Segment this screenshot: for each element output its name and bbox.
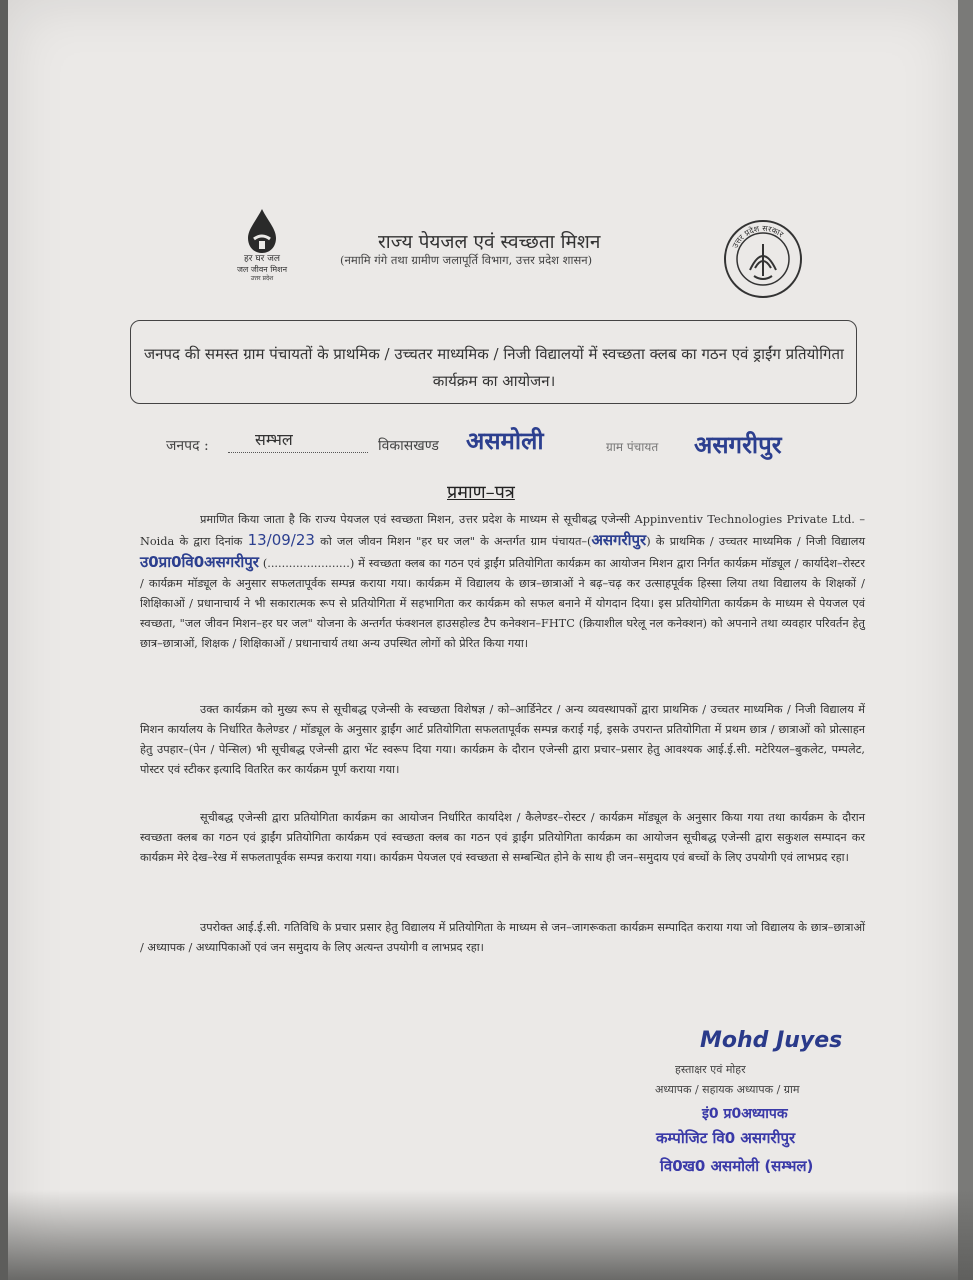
stamp-line-3: वि0ख0 असमोली (सम्भल) <box>660 1157 814 1175</box>
vikaskhand-label: विकासखण्ड <box>378 438 439 454</box>
logo-line-2: जल जीवन मिशन <box>236 265 288 274</box>
p1-date: 13/09/23 <box>247 531 315 549</box>
p1-text-a: प्रमाणित किया जाता है कि राज्य पेयजल एवं स्वच्छता मिशन, उत्तर प्रदेश के माध्यम से सूचीबद्ध एजेन्सी Appinventiv Technologies Private Ltd. – Noida के द्वारा दिनांक <box>140 513 865 548</box>
p3-text: सूचीबद्ध एजेन्सी द्वारा प्रतियोगिता कार्यक्रम का आयोजन निर्धारित कार्यादेश / कैलेण्डर–रोस्टर / कार्यक्रम मॉड्यूल के अनुसार किया गया तथा कार्यक्रम के दौरान स्वच्छता क्लब का गठन एवं ड्राईंग प्रतियोगिता कार्यक्रम एवं स्वच्छता क्लब का गठन एवं ड्राईंग प्रतियोगिता कार्यक्रम का आयोजन सूचीबद्ध एजेन्सी द्वारा सकुशल सम्पादन कर कार्यक्रम मेरे देख–रेख में सफलतापूर्वक सम्पन्न कराया गया। कार्यक्रम पेयजल एवं स्वच्छता से सम्बन्धित होने के साथ ही जन–समुदाय एवं बच्चों के लिए उपयोगी एवं लाभप्रद रहा। <box>140 811 865 864</box>
svg-text:उत्तर प्रदेश सरकार <box>731 224 786 250</box>
handwritten-signature: Mohd Juyes <box>700 1028 843 1053</box>
paragraph-3 <box>140 808 865 868</box>
p1-school: उ0प्रा0वि0असगरीपुर <box>140 553 259 571</box>
water-drop-icon <box>232 205 292 255</box>
grampanchayat-label: ग्राम पंचायत <box>606 440 659 454</box>
p1-text-d: (.......................) में स्वच्छता क्लब का गठन एवं ड्राईंग प्रतियोगिता कार्यक्रम का आयोजन मिशन द्वारा निर्गत कार्यक्रम मॉड्यूल / कार्यादेश–रोस्टर / कार्यक्रम मॉड्यूल के अनुसार सफलतापूर्वक सम्पन्न कराया गया। कार्यक्रम में विद्यालय के छात्र–छात्राओं ने बढ़–चढ़ कर उत्साहपूर्वक हिस्सा लिया तथा विद्यालय के शिक्षकों / शिक्षिकाओं / प्रधानाचार्य ने भी सकारात्मक रूप से प्रतियोगिता में सहभागिता कर कार्यक्रम को सफल बनाने में योगदान दिया। इस प्रतियोगिता कार्यक्रम के माध्यम से पेयजल एवं स्वच्छता, "जल जीवन मिशन–हर घर जल" योजना के अन्तर्गत फंक्शनल हाउसहोल्ड टैप कनेक्शन–FHTC (क्रियाशील घरेलू नल कनेक्शन) को अपनाने तथा व्यवहार परिवर्तन हेतु छात्र–छात्राओं, शिक्षक / शिक्षिकाओं / प्रधानाचार्य तथा अन्य उपस्थित लोगों को प्रेरित किया गया। <box>140 557 866 650</box>
state-emblem-icon <box>722 218 804 300</box>
janpad-value: सम्भल <box>255 430 293 449</box>
paragraph-1 <box>140 510 865 654</box>
logo-line-3: उत्तर प्रदेश <box>250 275 274 282</box>
logo-line-1: हर घर जल <box>244 254 280 264</box>
paragraph-4 <box>140 918 865 958</box>
vikaskhand-value: असमोली <box>466 427 544 455</box>
paragraph-2 <box>140 700 865 780</box>
grampanchayat-value: असगरीपुर <box>694 431 782 459</box>
p4-text: उपरोक्त आई.ई.सी. गतिविधि के प्रचार प्रसार हेतु विद्यालय में प्रतियोगिता के माध्यम से जन–जागरूकता कार्यक्रम सम्पादित कराया गया जो विद्यालय के छात्र–छात्राओं / अध्यापक / अध्यापिकाओं एवं जन समुदाय के लिए अत्यन्त उपयोगी व लाभप्रद रहा। <box>140 921 865 954</box>
header-title: राज्य पेयजल एवं स्वच्छता मिशन <box>378 231 601 253</box>
p1-text-c: ) के प्राथमिक / उच्चतर माध्यमिक / निजी विद्यालय <box>646 535 866 548</box>
background-edge <box>958 0 973 1280</box>
janpad-dots <box>228 448 368 453</box>
signature-label: हस्ताक्षर एवं मोहर <box>675 1063 746 1076</box>
jal-jeevan-mission-logo <box>232 205 292 285</box>
stamp-line-1: इं0 प्र0अध्यापक <box>702 1106 788 1122</box>
header-subtitle: (नमामि गंगे तथा ग्रामीण जलापूर्ति विभाग, उत्तर प्रदेश शासन) <box>340 253 593 267</box>
janpad-label: जनपद : <box>166 438 209 454</box>
p2-text: उक्त कार्यक्रम को मुख्य रूप से सूचीबद्ध एजेन्सी के स्वच्छता विशेषज्ञ / को–आर्डिनेटर / अन्य व्यवस्थापकों द्वारा प्राथमिक / उच्चतर माध्यमिक / निजी विद्यालय में मिशन कार्यालय के निर्धारित कैलेण्डर / मॉड्यूल के अनुसार ड्राईंग आर्ट प्रतियोगिता सफलतापूर्वक सम्पन्न कराई गई, इसके उपरान्त प्रतियोगिता में प्रथम छात्र / छात्राओं को प्रोत्साहन हेतु उपहार–(पेन / पेन्सिल) भी सूचीबद्ध एजेन्सी द्वारा भेंट स्वरूप दिया गया। कार्यक्रम के दौरान एजेन्सी द्वारा प्रचार–प्रसार हेतु आवश्यक आई.ई.सी. मटेरियल–बुकलेट, पम्पलेट, पोस्टर एवं स्टीकर इत्यादि वितरित कर कार्यक्रम पूर्ण कराया गया। <box>140 703 865 776</box>
bottom-shadow <box>0 1190 973 1280</box>
p1-text-b: को जल जीवन मिशन "हर घर जल" के अन्तर्गत ग्राम पंचायत–( <box>320 535 592 548</box>
subject-box <box>130 320 857 404</box>
p1-grampanchayat: असगरीपुर <box>591 531 647 549</box>
seal-text: उत्तर प्रदेश सरकार <box>730 223 786 250</box>
stamp-line-2: कम्पोजिट वि0 असगरीपुर <box>656 1129 796 1147</box>
subject-text: जनपद की समस्त ग्राम पंचायतों के प्राथमिक / उच्चतर माध्यमिक / निजी विद्यालयों में स्वच्छता क्लब का गठन एवं ड्राईंग प्रतियोगिता कार्यक्रम का आयोजन। <box>144 345 844 390</box>
designation-text: अध्यापक / सहायक अध्यापक / ग्राम <box>655 1083 800 1096</box>
certificate-heading: प्रमाण–पत्र <box>447 482 515 503</box>
up-government-seal <box>722 218 804 300</box>
